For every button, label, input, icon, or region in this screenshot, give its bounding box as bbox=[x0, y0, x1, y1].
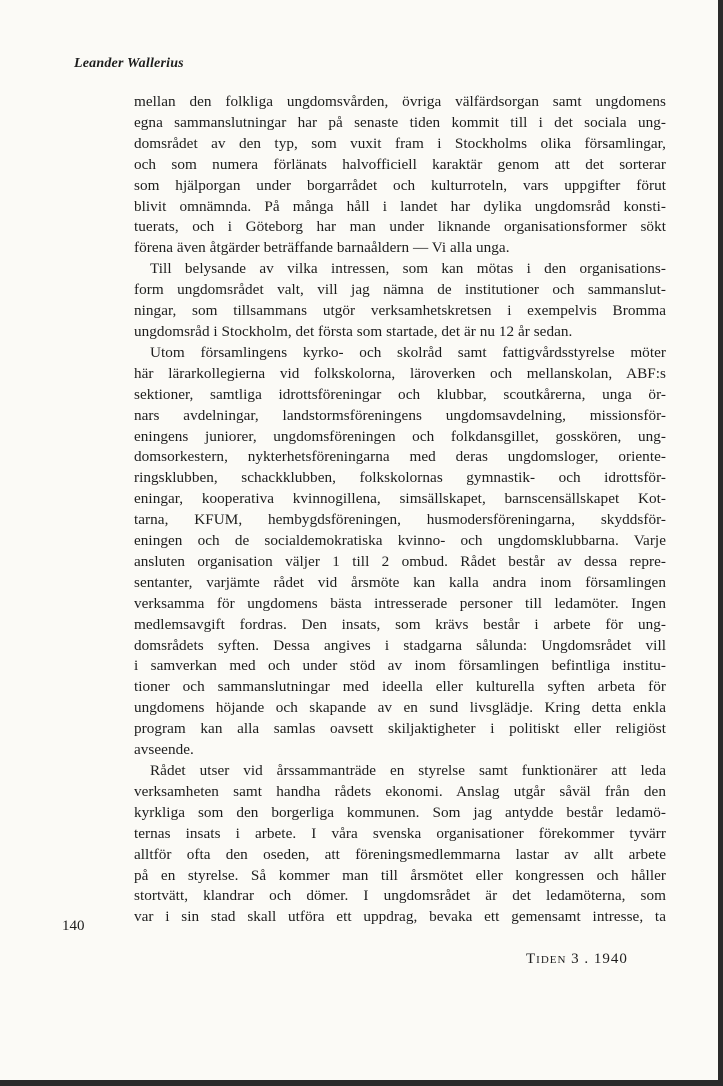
text-line: domsrådets syften. Dessa angives i stadgarna sålunda: Ungdomsrådet vill bbox=[134, 636, 666, 654]
text-line: eningar, kooperativa kvinnogillena, simsällskapet, barnscensällskapet Kot- bbox=[134, 490, 666, 508]
text-line: var i sin stad skall utföra ett uppdrag, bevaka ett gemensamt intresse, ta bbox=[134, 908, 666, 926]
text-line: domsorkestern, nykterhetsföreningarna med deras ungdomsloger, oriente- bbox=[134, 448, 666, 466]
text-line: ningar, som tillsammans utgör verksamhetskretsen i exempelvis Bromma bbox=[134, 302, 666, 320]
journal-footer: Tiden 3 . 1940 bbox=[526, 951, 628, 967]
text-line: förena även åtgärder beträffande barnaåldern — Vi alla unga. bbox=[134, 239, 510, 257]
text-line: ungdomsråd i Stockholm, det första som startade, det är nu 12 år sedan. bbox=[134, 322, 573, 340]
text-line: program kan alla samlas oavsett skiljaktigheter i politiskt eller religiöst bbox=[134, 720, 666, 738]
text-line: verksamma för ungdomens bästa intresserade personer till ledamöter. Ingen bbox=[134, 594, 666, 612]
text-line: i samverkan med och under stöd av inom församlingen befintliga institu- bbox=[134, 657, 666, 675]
text-line: här lärarkollegierna vid folkskolorna, läroverken och mellanskolan, ABF:s bbox=[134, 364, 666, 382]
text-line: tarna, KFUM, hembygdsföreningen, husmodersföreningarna, skyddsför- bbox=[134, 511, 666, 529]
text-line: på en styrelse. Så kommer man till årsmötet eller kongressen och håller bbox=[134, 866, 666, 884]
text-line: ungdomens höjande och skapande av en sund livsglädje. Kring detta enkla bbox=[134, 699, 666, 717]
page-number: 140 bbox=[62, 918, 85, 934]
running-head-author: Leander Wallerius bbox=[74, 56, 184, 71]
text-line: domsrådet av den typ, som vuxit fram i Stockholms olika församlingar, bbox=[134, 134, 666, 152]
body-text bbox=[134, 92, 666, 928]
text-line: ternas insats i arbete. I våra svenska organisationer förekommer tyvärr bbox=[134, 824, 666, 842]
text-line: sektioner, samtliga idrottsföreningar och klubbar, scoutkårerna, unga ör- bbox=[134, 385, 666, 403]
text-line: som hjälporgan under borgarrådet och kulturroteln, vars uppgifter förut bbox=[134, 176, 666, 194]
text-line: eningen och de socialdemokratiska kvinno- och ungdomsklubbarna. Varje bbox=[134, 532, 666, 550]
text-line: form ungdomsrådet valt, vill jag nämna de institutioner och sammanslut- bbox=[134, 281, 666, 299]
text-line: Till belysande av vilka intressen, som kan mötas i den organisations- bbox=[150, 260, 666, 278]
text-line: medlemsavgift fordras. Den insats, som krävs består i arbete för ung- bbox=[134, 615, 666, 633]
text-line: ringsklubben, schackklubben, folkskolornas gymnastik- och idrottsför- bbox=[134, 469, 666, 487]
text-line: egna sammanslutningar har på senaste tiden kommit till i det sociala ung- bbox=[134, 113, 666, 131]
text-line: alltför ofta den oseden, att föreningsmedlemmarna lastar av allt arbete bbox=[134, 845, 666, 863]
text-line: stortvätt, klandrar och dömer. I ungdomsrådet är det ledamöterna, som bbox=[134, 887, 666, 905]
text-line: och som numera förlänats halvofficiell karaktär genom att det sorterar bbox=[134, 155, 666, 173]
text-line: mellan den folkliga ungdomsvården, övriga välfärdsorgan samt ungdomens bbox=[134, 93, 666, 110]
text-line: sentanter, varjämte rådet vid årsmöte kan kalla andra inom församlingen bbox=[134, 573, 666, 591]
text-line: nars avdelningar, landstormsföreningens ungdomsavdelning, missionsför- bbox=[134, 406, 666, 424]
text-line: Utom församlingens kyrko- och skolråd samt fattigvårdsstyrelse möter bbox=[150, 343, 666, 361]
text-line: tioner och sammanslutningar med ideella eller kulturella syften arbeta för bbox=[134, 678, 666, 696]
text-line: Rådet utser vid årssammanträde en styrelse samt funktionärer att leda bbox=[150, 762, 666, 779]
text-line: avseende. bbox=[134, 741, 194, 759]
text-line: verksamheten samt handha rådets ekonomi. Anslag utgår såväl från den bbox=[134, 782, 666, 800]
text-line: blivit omnämnda. På många håll i landet har dylika ungdomsråd konsti- bbox=[134, 197, 666, 215]
text-line: kyrkliga som den borgerliga kommunen. Som jag antydde består ledamö- bbox=[134, 803, 666, 821]
text-line: eningens juniorer, ungdomsföreningen och folkdansgillet, gosskören, ung- bbox=[134, 427, 666, 445]
text-line: tuerats, och i Göteborg har man under liknande organisationsformer sökt bbox=[134, 218, 666, 236]
text-line: ansluten organisation väljer 1 till 2 ombud. Rådet består av dessa repre- bbox=[134, 552, 666, 570]
